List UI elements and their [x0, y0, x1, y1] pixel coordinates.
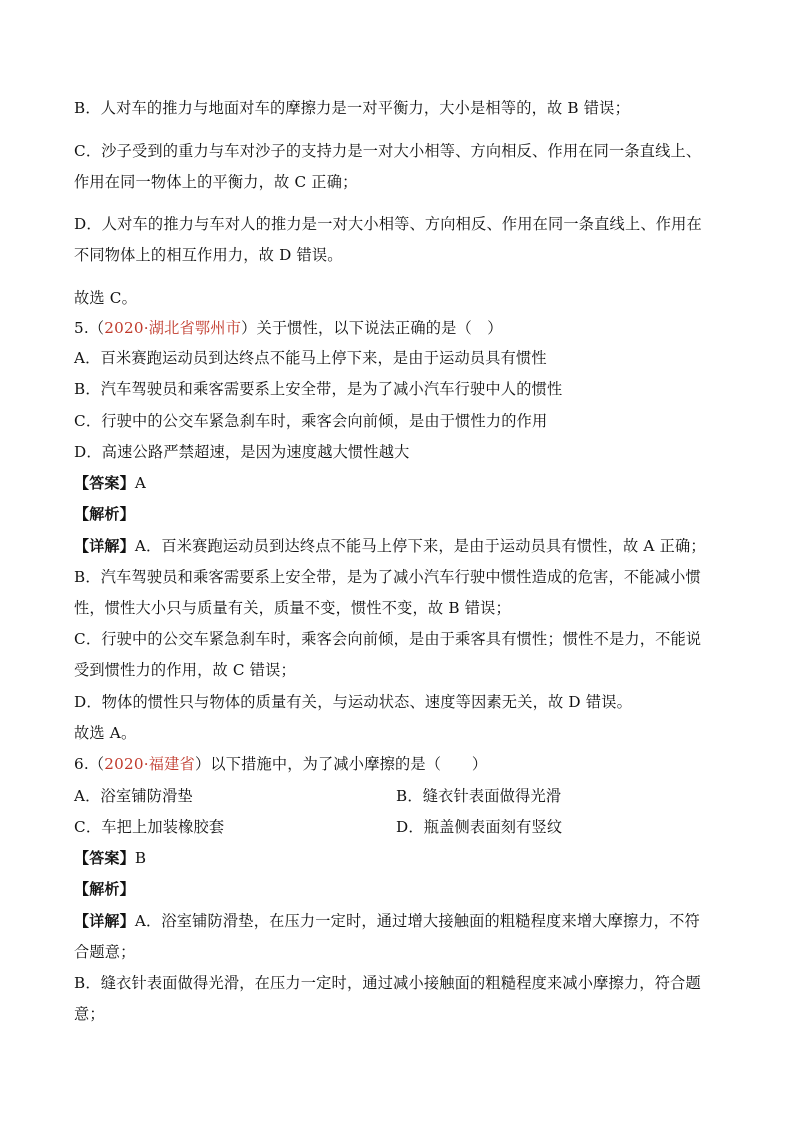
q5-number: 5.（: [74, 319, 105, 337]
prev-conclusion: 故选 C。: [74, 289, 138, 307]
q6-answer-value: B: [134, 849, 147, 867]
q5-answer-value: A: [134, 474, 146, 492]
q5-stem-text: ）关于惯性，以下说法正确的是（ ）: [241, 319, 503, 337]
q6-detail-a-line1: [74, 911, 700, 931]
q5-detail-a-text: A．百米赛跑运动员到达终点不能马上停下来，是由于运动员具有惯性，故 A 正确；: [134, 537, 706, 555]
q5-analysis-tag: 【解析】: [74, 505, 135, 523]
q5-option-a: A．百米赛跑运动员到达终点不能马上停下来，是由于运动员具有惯性: [74, 349, 547, 367]
q6-stem-text: ）以下措施中，为了减小摩擦的是（ ）: [194, 755, 488, 773]
q6-number: 6.（: [74, 755, 105, 773]
q6-option-c: C．车把上加装橡胶套: [74, 818, 225, 836]
q5-option-b: B．汽车驾驶员和乘客需要系上安全带，是为了减小汽车行驶中人的惯性: [74, 380, 563, 398]
q5-conclusion: 故选 A。: [74, 724, 137, 742]
prev-analysis-d-line1: D．人对车的推力与车对人的推力是一对大小相等、方向相反、作用在同一条直线上、作用在: [74, 215, 702, 233]
q6-stem: [74, 754, 487, 774]
q5-stem: [74, 318, 503, 338]
q5-detail-d: D．物体的惯性只与物体的质量有关，与运动状态、速度等因素无关，故 D 错误。: [74, 693, 632, 711]
q5-detail-a: [74, 536, 706, 556]
q5-detail-b-line1: B．汽车驾驶员和乘客需要系上安全带，是为了减小汽车行驶中惯性造成的危害，不能减小惯: [74, 568, 701, 586]
q6-detail-tag: 【详解】: [74, 912, 135, 930]
q6-detail-a-text: A．浴室铺防滑垫，在压力一定时，通过增大接触面的粗糙程度来增大摩擦力，不符: [134, 912, 700, 930]
q5-analysis-heading: [74, 504, 135, 524]
q5-detail-b-line2: 性，惯性大小只与质量有关，质量不变，惯性不变，故 B 错误；: [74, 599, 511, 617]
q6-option-d: D．瓶盖侧表面刻有竖纹: [396, 818, 563, 836]
q6-detail-b-line2: 意；: [74, 1005, 105, 1023]
q6-answer-tag: 【答案】: [74, 849, 135, 867]
q5-answer: [74, 473, 146, 493]
q5-option-c: C．行驶中的公交车紧急刹车时，乘客会向前倾，是由于惯性力的作用: [74, 412, 548, 430]
prev-analysis-c-line1: C．沙子受到的重力与车对沙子的支持力是一对大小相等、方向相反、作用在同一条直线上、: [74, 142, 702, 160]
prev-analysis-d-line2: 不同物体上的相互作用力，故 D 错误。: [74, 246, 343, 264]
q6-detail-b-line1: B．缝衣针表面做得光滑，在压力一定时，通过减小接触面的粗糙程度来减小摩擦力，符合题: [74, 974, 701, 992]
q6-answer: [74, 848, 146, 868]
q5-option-d: D．高速公路严禁超速，是因为速度越大惯性越大: [74, 443, 410, 461]
q5-answer-tag: 【答案】: [74, 474, 135, 492]
q5-detail-c-line1: C．行驶中的公交车紧急刹车时，乘客会向前倾，是由于乘客具有惯性；惯性不是力，不能说: [74, 630, 702, 648]
q5-detail-c-line2: 受到惯性力的作用，故 C 错误；: [74, 661, 296, 679]
prev-analysis-c-line2: 作用在同一物体上的平衡力，故 C 正确；: [74, 173, 358, 191]
prev-analysis-b: B．人对车的推力与地面对车的摩擦力是一对平衡力，大小是相等的，故 B 错误；: [74, 99, 630, 117]
q6-analysis-heading: [74, 879, 135, 899]
q6-option-a: A．浴室铺防滑垫: [74, 787, 193, 805]
q6-analysis-tag: 【解析】: [74, 880, 135, 898]
q6-detail-a-line2: 合题意；: [74, 943, 136, 961]
q5-source: 2020·湖北省鄂州市: [104, 319, 242, 337]
q5-detail-tag: 【详解】: [74, 537, 135, 555]
q6-source: 2020·福建省: [104, 755, 195, 773]
q6-option-b: B．缝衣针表面做得光滑: [396, 787, 562, 805]
